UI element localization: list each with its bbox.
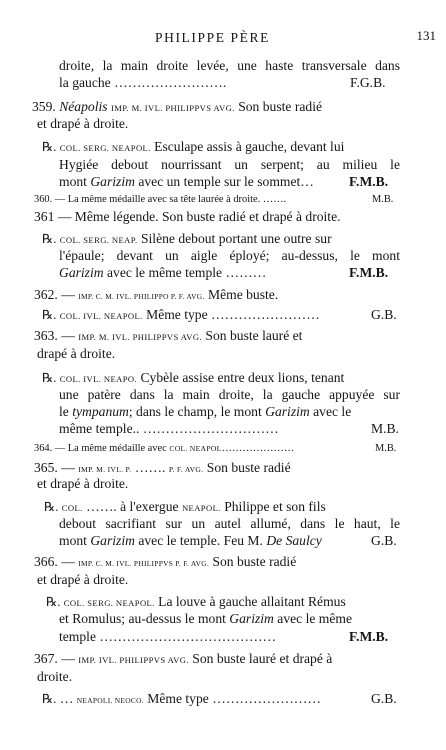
legend-text: IMP. C. M. IVL. PHILIPPVS P. F. AVG.: [78, 559, 210, 568]
entry-359: [32, 99, 402, 116]
leader-dots: …: [59, 691, 74, 706]
collection-ref: [371, 421, 399, 437]
collection-ref: [349, 174, 388, 190]
line-text: ; dans le champ, le mont: [128, 404, 262, 419]
reverse-line: [42, 139, 400, 156]
line-text: Silène debout portant une outre sur: [140, 231, 332, 246]
line-text: Même type: [146, 307, 208, 322]
entry-number: 362. —: [34, 287, 75, 302]
ref-text: M.B.: [375, 443, 397, 454]
ref-text: F.M.B.: [349, 265, 389, 280]
line-text: même temple..: [59, 421, 140, 436]
text-line: [37, 116, 128, 132]
legend-text: IMP. IVL. PHILIPPVS AVG.: [78, 655, 189, 665]
city-name: Néapolis: [59, 99, 108, 114]
entry-number: 367. —: [34, 651, 75, 666]
line-text: mont: [59, 533, 87, 548]
reverse-symbol: ℞.: [42, 371, 57, 385]
ref-text: G.B.: [371, 691, 397, 706]
reverse-symbol: ℞.: [42, 140, 57, 154]
collection-ref: [349, 629, 388, 645]
entry-360: [34, 192, 286, 208]
line-text: l'épaule; devant un aigle éployé; au-dessus, le mont: [59, 248, 400, 263]
term: tympanum: [72, 404, 129, 419]
place-name: Garizim: [59, 265, 104, 280]
line-text: avec le même temple: [106, 265, 223, 280]
line-text: avec le même: [277, 611, 353, 626]
ref-text: F.M.B.: [349, 174, 389, 189]
line-text: Hygiée debout nourrissant un serpent; au milieu le: [59, 157, 400, 172]
line-text: et Romulus; au-dessus le mont: [59, 611, 226, 626]
entry-361: [34, 209, 404, 225]
legend-text: P. F. AVG.: [168, 465, 204, 474]
place-name: Garizim: [90, 174, 135, 189]
line-text: avec le: [313, 404, 352, 419]
text-line: [59, 421, 279, 437]
entry-362: [34, 287, 404, 305]
legend-text: IMP. M. IVL. PHILIPPVS AVG.: [110, 103, 235, 113]
legend-text: IMP. M. IVL. PHILIPPVS AVG.: [78, 332, 203, 342]
line-text: et drapé à droite.: [37, 572, 129, 587]
line-text: drapé à droite.: [37, 346, 116, 361]
entry-number: 365. —: [34, 460, 75, 475]
entry-364: [34, 441, 294, 457]
text-line: [59, 611, 400, 627]
line-text: 364. — La même médaille avec: [34, 443, 167, 454]
line-text: debout sacrifiant sur un autel allumé, dans le haut, le: [59, 516, 400, 531]
legend-text: COL. NEAPOL: [169, 444, 222, 453]
ref-text: F.G.B.: [350, 75, 386, 90]
collection-ref: [371, 307, 397, 323]
reverse-symbol: ℞.: [42, 232, 57, 246]
line-text: avec le temple. Feu M.: [138, 533, 263, 548]
collector-name: De Saulcy: [266, 533, 322, 548]
place-name: Garizim: [229, 611, 274, 626]
line-text: 360. — La même médaille avec sa tête laurée à droite.: [34, 194, 261, 205]
reverse-line: [46, 594, 400, 611]
entry-number: 363. —: [34, 328, 75, 343]
legend-text: NEAPOLI. NEOCO.: [76, 696, 144, 705]
place-name: Garizim: [265, 404, 310, 419]
line-text: la gauche: [59, 75, 111, 90]
line-text: Son buste lauré et: [205, 328, 303, 343]
collection-ref: [372, 192, 393, 208]
reverse-line: [42, 307, 320, 324]
text-line: [59, 387, 400, 403]
line-text: La louve à gauche allaitant Rémus: [158, 594, 346, 609]
text-line: [59, 404, 404, 420]
ref-text: G.B.: [371, 307, 397, 322]
line-text: Son buste radié: [238, 99, 323, 114]
leader-dots: …………………….: [114, 75, 227, 90]
reverse-line: [44, 499, 400, 516]
reverse-symbol: ℞.: [42, 692, 57, 706]
text-line: [59, 58, 400, 74]
line-text: Son buste radié: [206, 460, 291, 475]
legend-text: COL. SERG. NEAP.: [59, 235, 138, 245]
line-text: temple: [59, 629, 96, 644]
text-line: [37, 476, 128, 492]
line-text: à l'exergue: [120, 499, 179, 514]
line-text: Même buste.: [208, 287, 279, 302]
line-text: et drapé à droite.: [37, 476, 129, 491]
collection-ref: [349, 265, 388, 281]
leader-dots: ………: [225, 265, 267, 280]
entry-number: 366. —: [34, 554, 75, 569]
legend-text: NEAPOL.: [181, 503, 221, 513]
line-text: Même type: [147, 691, 209, 706]
ref-text: F.M.B.: [349, 629, 389, 644]
reverse-line: [42, 231, 400, 248]
text-line: [37, 346, 115, 362]
line-text: avec un temple sur le sommet…: [138, 174, 314, 189]
line-text: Son buste radié: [212, 554, 297, 569]
text-line: [59, 629, 276, 645]
legend-text: COL. IVL. NEAPOL.: [59, 311, 143, 321]
entry-number: 359.: [32, 99, 56, 114]
place-name: Garizim: [90, 533, 135, 548]
leader-dots: ……………………: [211, 307, 320, 322]
ref-text: M.B.: [372, 194, 394, 205]
page-header: [0, 30, 446, 46]
collection-ref: [371, 691, 397, 707]
line-text: le: [59, 404, 69, 419]
line-text: 361 — Même légende. Son buste radié et drapé à droite.: [34, 209, 341, 224]
reverse-line: [42, 691, 321, 709]
line-text: une patère dans la main droite, la gauche appuyée sur: [59, 387, 400, 402]
line-text: Son buste lauré et drapé à: [192, 651, 333, 666]
text-line: [59, 75, 226, 91]
running-title: PHILIPPE PÈRE: [155, 30, 270, 45]
reverse-symbol: ℞.: [44, 500, 59, 514]
line-text: mont: [59, 174, 87, 189]
line-text: droite, la main droite levée, une haste transversale dans: [59, 58, 400, 73]
entry-363: [34, 328, 404, 345]
reverse-symbol: ℞.: [46, 595, 61, 609]
legend-text: COL. SERG. NEAPOL.: [59, 143, 151, 153]
line-text: et drapé à droite.: [37, 116, 129, 131]
leader-dots: ……………………: [212, 691, 321, 706]
collection-ref: [350, 75, 386, 91]
text-line: [59, 157, 400, 173]
line-text: Esculape assis à gauche, devant lui: [154, 139, 345, 154]
collection-ref: [371, 533, 397, 549]
leader-dots: …….: [262, 194, 287, 205]
legend-text: COL. IVL. NEAPO.: [59, 374, 138, 384]
line-text: droite.: [37, 669, 73, 684]
text-line: [59, 248, 400, 264]
entry-366: [34, 554, 404, 572]
collection-ref: [375, 441, 396, 457]
text-line: [59, 174, 314, 190]
legend-text: COL.: [61, 503, 83, 513]
leader-dots: …………………………………: [99, 629, 277, 644]
entry-367: [34, 651, 404, 668]
leader-dots: …………………………: [142, 421, 279, 436]
text-line: [59, 265, 266, 281]
text-line: [37, 669, 72, 685]
ref-text: M.B.: [371, 421, 399, 436]
legend-text: IMP. C. M. IVL. PHILIPPO P. F. AVG.: [78, 292, 205, 301]
text-line: [59, 516, 400, 532]
leader-dots: …………………: [221, 443, 295, 454]
legend-text: IMP. M. IVL. P.: [78, 465, 132, 474]
ref-text: G.B.: [371, 533, 397, 548]
page-number: 131: [416, 28, 436, 43]
leader-dots: …….: [134, 460, 166, 475]
legend-text: COL. SERG. NEAPOL.: [63, 598, 155, 608]
reverse-symbol: ℞.: [42, 308, 57, 322]
text-line: [59, 533, 322, 549]
text-line: [37, 572, 128, 588]
reverse-line: [42, 370, 400, 387]
line-text: Cybèle assise entre deux lions, tenant: [140, 370, 345, 385]
line-text: Philippe et son fils: [224, 499, 326, 514]
leader-dots: …….: [86, 499, 117, 514]
